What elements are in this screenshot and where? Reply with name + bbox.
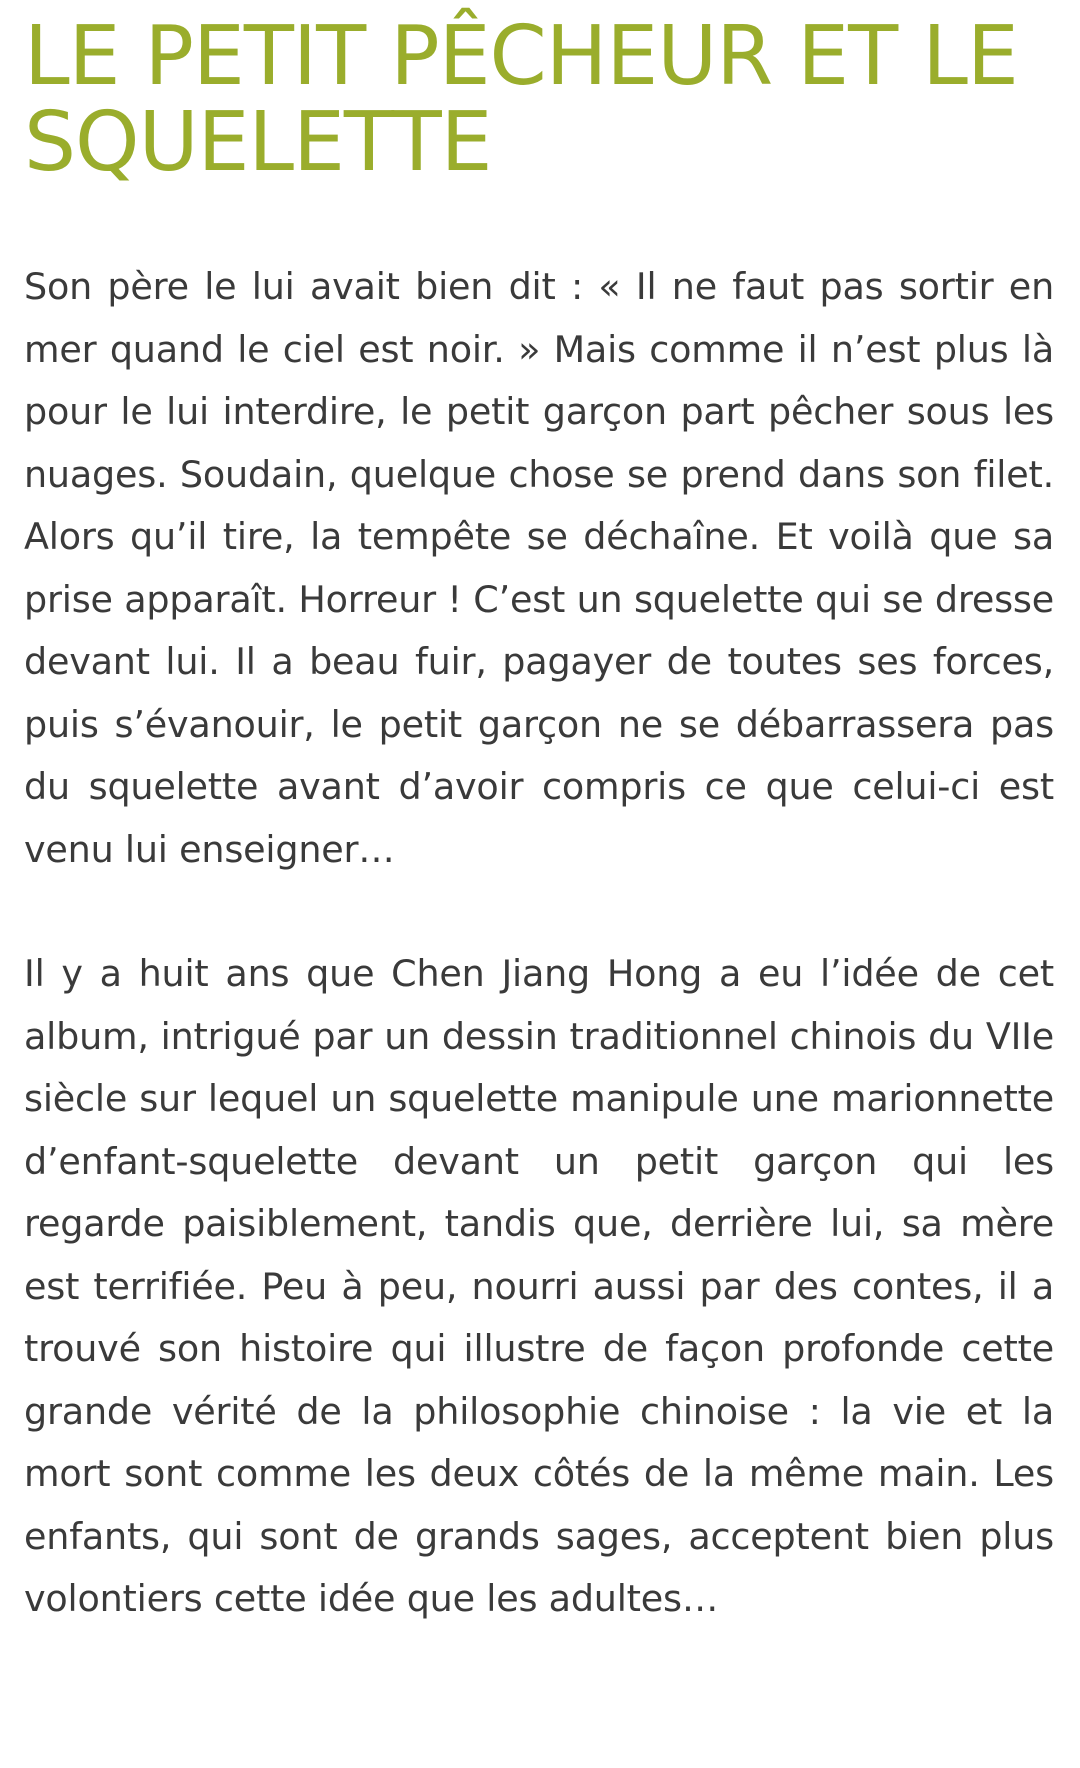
document-title: LE PETIT PÊCHEUR ET LE SQUELETTE — [24, 9, 1018, 190]
author-note-paragraph: Il y a huit ans que Chen Jiang Hong a eu l’idée de cet album, intrigué par un dessin traditionnel chinois du VIIe siècle sur lequel un squelette manipule une marionnette d’enfant-squelette devant un petit garçon qui les regarde paisiblement, tandis que, derrière lui, sa mère est terrifiée. Peu à peu, nourri aussi par des contes, il a trouvé son histoire qui illustre de façon profonde cette grande vérité de la philosophie chinoise : la vie et la mort sont comme les deux côtés de la même main. Les enfants, qui sont de grands sages, acceptent bien plus volontiers cette idée que les adultes… — [24, 952, 1054, 1620]
document-page — [24, 9, 1054, 1631]
synopsis-paragraph: Son père le lui avait bien dit : « Il ne faut pas sortir en mer quand le ciel est noir. » Mais comme il n’est plus là pour le lui interdire, le petit garçon part pêcher sous les nuages. Soudain, quelque chose se prend dans son filet. Alors qu’il tire, la tempête se déchaîne. Et voilà que sa prise apparaît. Horreur ! C’est un squelette qui se dresse devant lui. Il a beau fuir, pagayer de toutes ses forces, puis s’évanouir, le petit garçon ne se débarrassera pas du squelette avant d’avoir compris ce que celui-ci est venu lui enseigner… — [24, 265, 1054, 871]
